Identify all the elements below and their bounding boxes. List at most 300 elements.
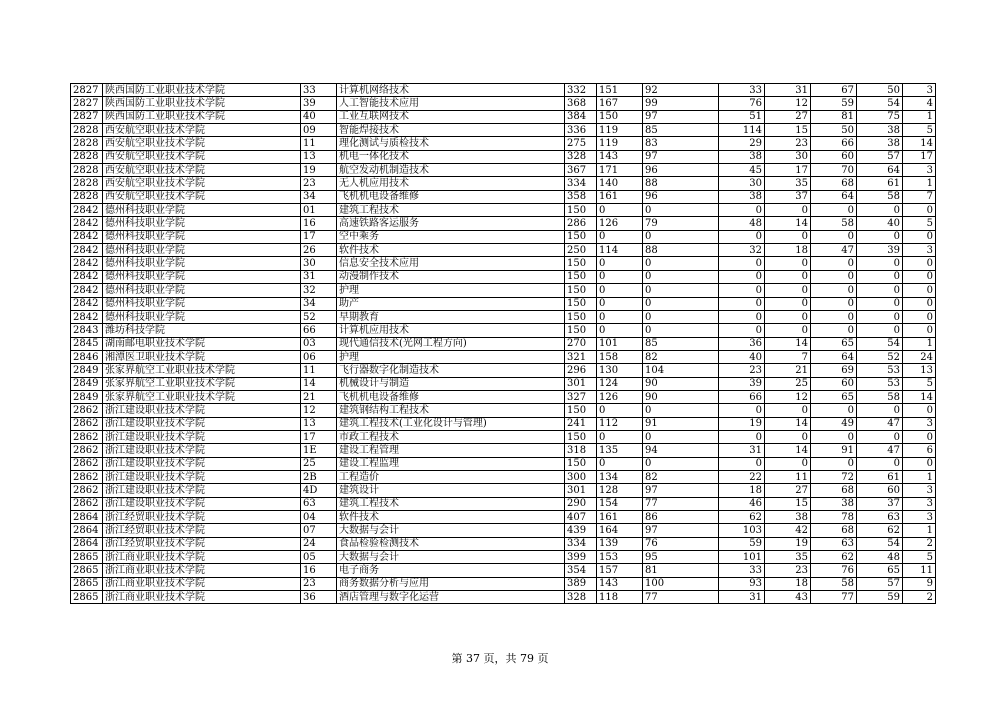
table-row	[71, 204, 936, 217]
cell-school-name: 德州科技职业学院	[103, 270, 301, 283]
cell-score-g: 1	[903, 110, 936, 123]
cell-total-score: 150	[565, 310, 597, 323]
cell-school-name: 西安航空职业技术学院	[103, 190, 301, 203]
cell-score-d: 31	[765, 84, 811, 97]
cell-school-code: 2843	[71, 324, 103, 337]
table-row	[71, 97, 936, 110]
cell-score-f: 60	[857, 484, 903, 497]
cell-score-b: 0	[643, 204, 719, 217]
cell-score-e: 60	[811, 377, 857, 390]
cell-score-e: 49	[811, 417, 857, 430]
table-row	[71, 270, 936, 283]
cell-score-a: 130	[597, 364, 643, 377]
cell-school-code: 2849	[71, 377, 103, 390]
cell-score-e: 65	[811, 390, 857, 403]
cell-score-c: 30	[719, 177, 765, 190]
cell-major-name: 无人机应用技术	[337, 177, 565, 190]
cell-score-d: 0	[765, 324, 811, 337]
page-number: 第 37 页，共 79 页	[451, 652, 549, 665]
cell-score-d: 15	[765, 497, 811, 510]
cell-score-a: 0	[597, 230, 643, 243]
cell-total-score: 150	[565, 324, 597, 337]
cell-score-a: 157	[597, 564, 643, 577]
cell-score-g: 0	[903, 457, 936, 470]
cell-score-d: 0	[765, 284, 811, 297]
cell-school-name: 浙江建设职业技术学院	[103, 444, 301, 457]
cell-school-name: 湘潭医卫职业技术学院	[103, 350, 301, 363]
cell-score-e: 58	[811, 577, 857, 590]
cell-major-name: 工程造价	[337, 470, 565, 483]
cell-major-code: 23	[301, 177, 337, 190]
cell-score-c: 76	[719, 97, 765, 110]
cell-score-b: 82	[643, 350, 719, 363]
cell-score-g: 2	[903, 591, 936, 604]
cell-major-name: 电子商务	[337, 564, 565, 577]
cell-score-a: 0	[597, 284, 643, 297]
cell-score-a: 0	[597, 404, 643, 417]
cell-score-e: 0	[811, 297, 857, 310]
cell-score-b: 0	[643, 430, 719, 443]
cell-total-score: 367	[565, 164, 597, 177]
cell-score-g: 0	[903, 297, 936, 310]
cell-score-e: 63	[811, 537, 857, 550]
cell-major-code: 19	[301, 164, 337, 177]
cell-school-name: 浙江建设职业技术学院	[103, 430, 301, 443]
cell-score-e: 0	[811, 204, 857, 217]
cell-score-f: 37	[857, 497, 903, 510]
cell-score-g: 0	[903, 430, 936, 443]
cell-school-code: 2864	[71, 537, 103, 550]
table-row	[71, 190, 936, 203]
cell-score-d: 27	[765, 484, 811, 497]
cell-score-e: 77	[811, 591, 857, 604]
cell-major-name: 计算机网络技术	[337, 84, 565, 97]
cell-score-a: 101	[597, 337, 643, 350]
table-row	[71, 417, 936, 430]
cell-score-d: 7	[765, 350, 811, 363]
cell-major-code: 21	[301, 390, 337, 403]
cell-major-code: 33	[301, 84, 337, 97]
cell-major-name: 建筑工程技术	[337, 204, 565, 217]
cell-score-a: 154	[597, 497, 643, 510]
cell-score-d: 0	[765, 310, 811, 323]
cell-score-b: 97	[643, 110, 719, 123]
cell-total-score: 399	[565, 551, 597, 564]
cell-score-e: 62	[811, 551, 857, 564]
table-row	[71, 230, 936, 243]
cell-score-g: 4	[903, 97, 936, 110]
cell-score-f: 54	[857, 537, 903, 550]
cell-score-d: 12	[765, 390, 811, 403]
table-row	[71, 337, 936, 350]
cell-school-name: 浙江建设职业技术学院	[103, 470, 301, 483]
cell-major-code: 06	[301, 350, 337, 363]
cell-score-e: 50	[811, 124, 857, 137]
cell-score-a: 140	[597, 177, 643, 190]
cell-major-name: 市政工程技术	[337, 430, 565, 443]
cell-score-c: 19	[719, 417, 765, 430]
cell-major-code: 66	[301, 324, 337, 337]
table-row	[71, 124, 936, 137]
cell-school-code: 2842	[71, 257, 103, 270]
table-row	[71, 537, 936, 550]
cell-school-name: 西安航空职业技术学院	[103, 177, 301, 190]
cell-major-code: 31	[301, 270, 337, 283]
cell-score-g: 3	[903, 417, 936, 430]
cell-score-d: 19	[765, 537, 811, 550]
cell-score-g: 3	[903, 244, 936, 257]
cell-score-f: 0	[857, 257, 903, 270]
cell-score-c: 101	[719, 551, 765, 564]
table-row	[71, 177, 936, 190]
cell-score-e: 0	[811, 324, 857, 337]
cell-score-f: 0	[857, 404, 903, 417]
cell-score-c: 0	[719, 457, 765, 470]
cell-major-code: 25	[301, 457, 337, 470]
cell-school-name: 德州科技职业学院	[103, 257, 301, 270]
cell-score-b: 95	[643, 551, 719, 564]
cell-score-a: 151	[597, 84, 643, 97]
cell-score-d: 21	[765, 364, 811, 377]
cell-total-score: 301	[565, 377, 597, 390]
cell-score-a: 135	[597, 444, 643, 457]
cell-school-name: 浙江建设职业技术学院	[103, 497, 301, 510]
cell-score-g: 5	[903, 377, 936, 390]
cell-major-code: 36	[301, 591, 337, 604]
cell-score-b: 0	[643, 457, 719, 470]
cell-score-a: 139	[597, 537, 643, 550]
cell-total-score: 358	[565, 190, 597, 203]
cell-score-e: 67	[811, 84, 857, 97]
table-row	[71, 511, 936, 524]
cell-score-a: 0	[597, 310, 643, 323]
cell-school-code: 2862	[71, 404, 103, 417]
cell-score-b: 85	[643, 124, 719, 137]
cell-total-score: 150	[565, 230, 597, 243]
cell-score-c: 33	[719, 564, 765, 577]
cell-score-d: 23	[765, 137, 811, 150]
cell-school-code: 2846	[71, 350, 103, 363]
cell-score-e: 68	[811, 484, 857, 497]
table-row	[71, 364, 936, 377]
cell-score-c: 36	[719, 337, 765, 350]
cell-score-e: 64	[811, 350, 857, 363]
cell-score-g: 5	[903, 217, 936, 230]
cell-score-g: 14	[903, 137, 936, 150]
cell-score-g: 0	[903, 270, 936, 283]
cell-school-code: 2864	[71, 511, 103, 524]
cell-score-c: 66	[719, 390, 765, 403]
cell-score-a: 0	[597, 204, 643, 217]
cell-score-a: 167	[597, 97, 643, 110]
cell-school-name: 浙江经贸职业技术学院	[103, 511, 301, 524]
cell-major-name: 建筑工程技术(工业化设计与管理)	[337, 417, 565, 430]
cell-score-f: 61	[857, 470, 903, 483]
table-row	[71, 591, 936, 604]
cell-score-c: 40	[719, 350, 765, 363]
cell-school-code: 2842	[71, 297, 103, 310]
cell-total-score: 275	[565, 137, 597, 150]
cell-score-f: 50	[857, 84, 903, 97]
cell-score-f: 0	[857, 204, 903, 217]
cell-major-code: 23	[301, 577, 337, 590]
cell-score-g: 3	[903, 511, 936, 524]
cell-score-a: 0	[597, 430, 643, 443]
cell-score-b: 83	[643, 137, 719, 150]
cell-school-code: 2842	[71, 204, 103, 217]
cell-school-name: 张家界航空工业职业技术学院	[103, 377, 301, 390]
cell-school-code: 2828	[71, 137, 103, 150]
cell-school-code: 2828	[71, 190, 103, 203]
cell-score-e: 0	[811, 257, 857, 270]
cell-score-a: 128	[597, 484, 643, 497]
cell-score-d: 25	[765, 377, 811, 390]
cell-major-code: 05	[301, 551, 337, 564]
cell-major-code: 63	[301, 497, 337, 510]
cell-score-b: 96	[643, 190, 719, 203]
cell-major-code: 03	[301, 337, 337, 350]
cell-school-code: 2862	[71, 497, 103, 510]
table-row	[71, 497, 936, 510]
table-body	[71, 84, 936, 604]
cell-score-f: 0	[857, 430, 903, 443]
cell-score-c: 22	[719, 470, 765, 483]
cell-score-a: 143	[597, 577, 643, 590]
cell-school-code: 2865	[71, 551, 103, 564]
cell-score-d: 14	[765, 417, 811, 430]
cell-score-d: 17	[765, 164, 811, 177]
cell-major-name: 助产	[337, 297, 565, 310]
cell-school-code: 2862	[71, 417, 103, 430]
cell-score-d: 0	[765, 270, 811, 283]
cell-score-g: 5	[903, 551, 936, 564]
cell-school-name: 西安航空职业技术学院	[103, 164, 301, 177]
cell-major-code: 16	[301, 564, 337, 577]
cell-score-g: 3	[903, 164, 936, 177]
cell-school-code: 2842	[71, 244, 103, 257]
cell-score-b: 77	[643, 591, 719, 604]
cell-score-g: 17	[903, 150, 936, 163]
cell-score-e: 0	[811, 430, 857, 443]
cell-school-code: 2862	[71, 457, 103, 470]
cell-score-d: 42	[765, 524, 811, 537]
cell-score-c: 38	[719, 190, 765, 203]
table-row	[71, 164, 936, 177]
cell-score-b: 99	[643, 97, 719, 110]
cell-score-f: 54	[857, 337, 903, 350]
cell-major-name: 现代通信技术(光网工程方向)	[337, 337, 565, 350]
cell-school-code: 2842	[71, 310, 103, 323]
cell-school-code: 2827	[71, 110, 103, 123]
cell-major-name: 动漫制作技术	[337, 270, 565, 283]
cell-score-d: 30	[765, 150, 811, 163]
cell-score-b: 77	[643, 497, 719, 510]
cell-score-g: 1	[903, 470, 936, 483]
cell-school-code: 2828	[71, 150, 103, 163]
cell-school-code: 2842	[71, 230, 103, 243]
cell-score-c: 0	[719, 430, 765, 443]
cell-score-b: 96	[643, 164, 719, 177]
cell-school-name: 浙江建设职业技术学院	[103, 417, 301, 430]
cell-major-code: 34	[301, 190, 337, 203]
cell-score-c: 0	[719, 270, 765, 283]
cell-major-name: 护理	[337, 350, 565, 363]
table-row	[71, 150, 936, 163]
table-row	[71, 444, 936, 457]
cell-major-code: 24	[301, 537, 337, 550]
cell-score-c: 33	[719, 84, 765, 97]
cell-score-a: 114	[597, 244, 643, 257]
cell-score-a: 164	[597, 524, 643, 537]
cell-school-name: 西安航空职业技术学院	[103, 137, 301, 150]
cell-score-b: 0	[643, 297, 719, 310]
cell-school-name: 西安航空职业技术学院	[103, 124, 301, 137]
cell-score-c: 0	[719, 284, 765, 297]
cell-score-f: 47	[857, 417, 903, 430]
cell-score-c: 0	[719, 310, 765, 323]
cell-major-code: 13	[301, 417, 337, 430]
cell-total-score: 327	[565, 390, 597, 403]
cell-major-code: 12	[301, 404, 337, 417]
cell-score-d: 18	[765, 244, 811, 257]
cell-score-c: 0	[719, 404, 765, 417]
cell-score-e: 72	[811, 470, 857, 483]
cell-major-name: 航空发动机制造技术	[337, 164, 565, 177]
cell-score-d: 12	[765, 97, 811, 110]
cell-score-g: 11	[903, 564, 936, 577]
cell-score-d: 35	[765, 551, 811, 564]
cell-score-d: 38	[765, 511, 811, 524]
cell-school-name: 西安航空职业技术学院	[103, 150, 301, 163]
cell-score-b: 81	[643, 564, 719, 577]
cell-score-e: 78	[811, 511, 857, 524]
cell-school-code: 2827	[71, 84, 103, 97]
cell-score-b: 97	[643, 524, 719, 537]
cell-score-a: 119	[597, 124, 643, 137]
cell-school-code: 2842	[71, 270, 103, 283]
cell-score-f: 58	[857, 190, 903, 203]
cell-score-a: 161	[597, 190, 643, 203]
cell-major-code: 17	[301, 230, 337, 243]
cell-school-code: 2862	[71, 470, 103, 483]
cell-major-name: 计算机应用技术	[337, 324, 565, 337]
cell-score-b: 91	[643, 417, 719, 430]
cell-score-c: 18	[719, 484, 765, 497]
cell-score-b: 0	[643, 284, 719, 297]
cell-school-code: 2828	[71, 124, 103, 137]
cell-major-name: 早期教育	[337, 310, 565, 323]
cell-score-d: 18	[765, 577, 811, 590]
table-row	[71, 350, 936, 363]
cell-major-code: 13	[301, 150, 337, 163]
cell-major-name: 机械设计与制造	[337, 377, 565, 390]
cell-major-name: 酒店管理与数字化运营	[337, 591, 565, 604]
cell-school-code: 2865	[71, 577, 103, 590]
cell-school-name: 湖南邮电职业技术学院	[103, 337, 301, 350]
table-row	[71, 257, 936, 270]
cell-school-name: 浙江建设职业技术学院	[103, 404, 301, 417]
cell-score-f: 62	[857, 524, 903, 537]
cell-score-f: 61	[857, 177, 903, 190]
cell-major-code: 32	[301, 284, 337, 297]
cell-score-b: 92	[643, 84, 719, 97]
cell-total-score: 407	[565, 511, 597, 524]
cell-score-g: 5	[903, 124, 936, 137]
cell-score-f: 0	[857, 270, 903, 283]
cell-score-g: 9	[903, 577, 936, 590]
cell-score-a: 161	[597, 511, 643, 524]
cell-score-d: 0	[765, 230, 811, 243]
cell-total-score: 150	[565, 204, 597, 217]
cell-total-score: 368	[565, 97, 597, 110]
cell-school-code: 2827	[71, 97, 103, 110]
cell-score-f: 53	[857, 377, 903, 390]
cell-total-score: 150	[565, 284, 597, 297]
cell-score-e: 47	[811, 244, 857, 257]
cell-score-g: 0	[903, 324, 936, 337]
cell-score-a: 171	[597, 164, 643, 177]
cell-score-f: 57	[857, 577, 903, 590]
cell-score-g: 0	[903, 310, 936, 323]
cell-school-name: 德州科技职业学院	[103, 284, 301, 297]
cell-school-code: 2845	[71, 337, 103, 350]
cell-score-f: 0	[857, 457, 903, 470]
cell-total-score: 300	[565, 470, 597, 483]
cell-score-g: 0	[903, 204, 936, 217]
cell-score-d: 0	[765, 204, 811, 217]
cell-score-e: 68	[811, 524, 857, 537]
cell-score-c: 0	[719, 297, 765, 310]
cell-score-g: 2	[903, 537, 936, 550]
cell-score-g: 3	[903, 484, 936, 497]
cell-total-score: 336	[565, 124, 597, 137]
cell-major-code: 30	[301, 257, 337, 270]
cell-score-f: 40	[857, 217, 903, 230]
cell-total-score: 150	[565, 270, 597, 283]
cell-total-score: 150	[565, 404, 597, 417]
cell-score-b: 97	[643, 150, 719, 163]
cell-score-f: 48	[857, 551, 903, 564]
cell-total-score: 328	[565, 591, 597, 604]
cell-score-f: 53	[857, 364, 903, 377]
cell-major-code: 17	[301, 430, 337, 443]
cell-total-score: 439	[565, 524, 597, 537]
score-table	[70, 83, 936, 604]
cell-score-d: 11	[765, 470, 811, 483]
cell-score-c: 29	[719, 137, 765, 150]
cell-major-name: 飞机机电设备维修	[337, 390, 565, 403]
cell-score-e: 68	[811, 177, 857, 190]
cell-score-e: 0	[811, 230, 857, 243]
cell-score-e: 0	[811, 404, 857, 417]
cell-school-code: 2864	[71, 524, 103, 537]
cell-score-e: 65	[811, 337, 857, 350]
cell-score-d: 15	[765, 124, 811, 137]
cell-score-a: 158	[597, 350, 643, 363]
cell-score-c: 32	[719, 244, 765, 257]
cell-score-d: 35	[765, 177, 811, 190]
table-row	[71, 577, 936, 590]
cell-score-c: 46	[719, 497, 765, 510]
cell-score-e: 64	[811, 190, 857, 203]
cell-score-e: 69	[811, 364, 857, 377]
cell-score-f: 0	[857, 297, 903, 310]
cell-score-d: 0	[765, 404, 811, 417]
cell-total-score: 150	[565, 297, 597, 310]
cell-school-name: 德州科技职业学院	[103, 230, 301, 243]
cell-score-e: 0	[811, 270, 857, 283]
cell-score-f: 38	[857, 137, 903, 150]
